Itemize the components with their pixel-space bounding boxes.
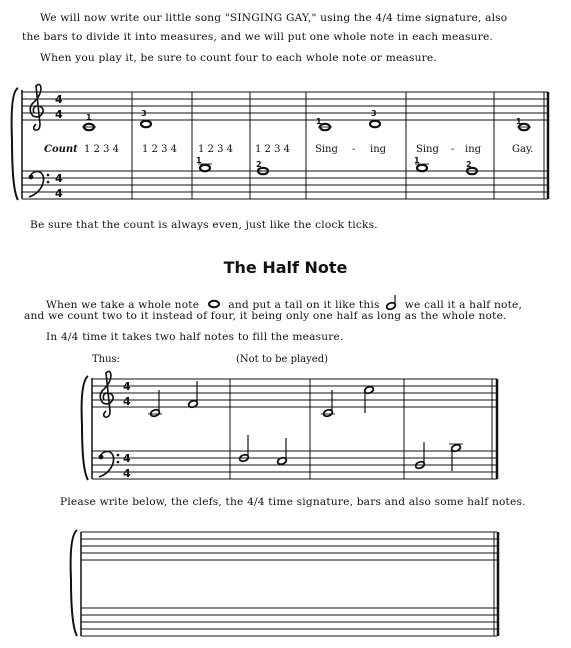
- time-sig-top-treble: 4: [55, 93, 63, 106]
- lyric: -: [352, 144, 356, 155]
- count-measure-1: 1 2 3 4: [84, 144, 119, 155]
- lyric: Sing: [416, 144, 439, 155]
- intro-line-3: When you play it, be sure to count four to each whole note or measure.: [40, 52, 437, 64]
- count-measure-2: 1 2 3 4: [142, 144, 177, 155]
- thus-label: Thus:: [92, 354, 121, 365]
- fingering: 1: [316, 117, 322, 126]
- count-measure-4: 1 2 3 4: [255, 144, 290, 155]
- count-measure-3: 1 2 3 4: [198, 144, 233, 155]
- lyric: ing: [370, 144, 387, 155]
- fingering: 3: [371, 109, 377, 118]
- not-played-label: (Not to be played): [236, 354, 329, 365]
- time-sig-bottom-bass: 4: [123, 467, 131, 480]
- brace: [71, 530, 77, 636]
- fingering: 1: [516, 117, 522, 126]
- time-sig-top-bass: 4: [55, 172, 63, 185]
- time-sig-bottom-treble: 4: [123, 395, 131, 408]
- clock-note: Be sure that the count is always even, just like the clock ticks.: [30, 219, 378, 231]
- lyric: Sing: [315, 144, 338, 155]
- count-label: Count: [44, 144, 78, 155]
- time-sig-bottom-treble: 4: [55, 108, 63, 121]
- half-note-line-1c: we call it a half note,: [404, 299, 523, 311]
- lyric: Gay.: [512, 144, 534, 155]
- lyric: -: [451, 144, 455, 155]
- section-title: The Half Note: [223, 258, 348, 277]
- intro-line-1: We will now write our little song "SINGING GAY," using the 4/4 time signature, also: [40, 12, 508, 24]
- fingering: 2: [256, 160, 262, 169]
- blank-bass-staff: [81, 608, 497, 636]
- instruction-line: Please write below, the clefs, the 4/4 time signature, bars and also some half notes.: [60, 496, 526, 508]
- intro-line-2: the bars to divide it into measures, and we will put one whole note in each measure.: [22, 31, 493, 43]
- fingering: 1: [86, 113, 92, 122]
- half-note-line-1a: When we take a whole note: [46, 299, 200, 311]
- time-sig-top-treble: 4: [123, 380, 131, 393]
- half-note-line-1b: and put a tail on it like this: [228, 299, 380, 311]
- fingering: 1: [414, 156, 420, 165]
- fingering: 2: [466, 160, 472, 169]
- half-note-line-3: In 4/4 time it takes two half notes to fill the measure.: [46, 331, 344, 343]
- time-sig-top-bass: 4: [123, 452, 131, 465]
- half-note-line-2: and we count two to it instead of four, it being only one half as long as the whole note.: [24, 310, 507, 322]
- fingering: 3: [141, 109, 147, 118]
- fingering: 1: [196, 156, 202, 165]
- time-sig-bottom-bass: 4: [55, 187, 63, 200]
- blank-treble-staff: [81, 532, 497, 560]
- lyric: ing: [465, 144, 482, 155]
